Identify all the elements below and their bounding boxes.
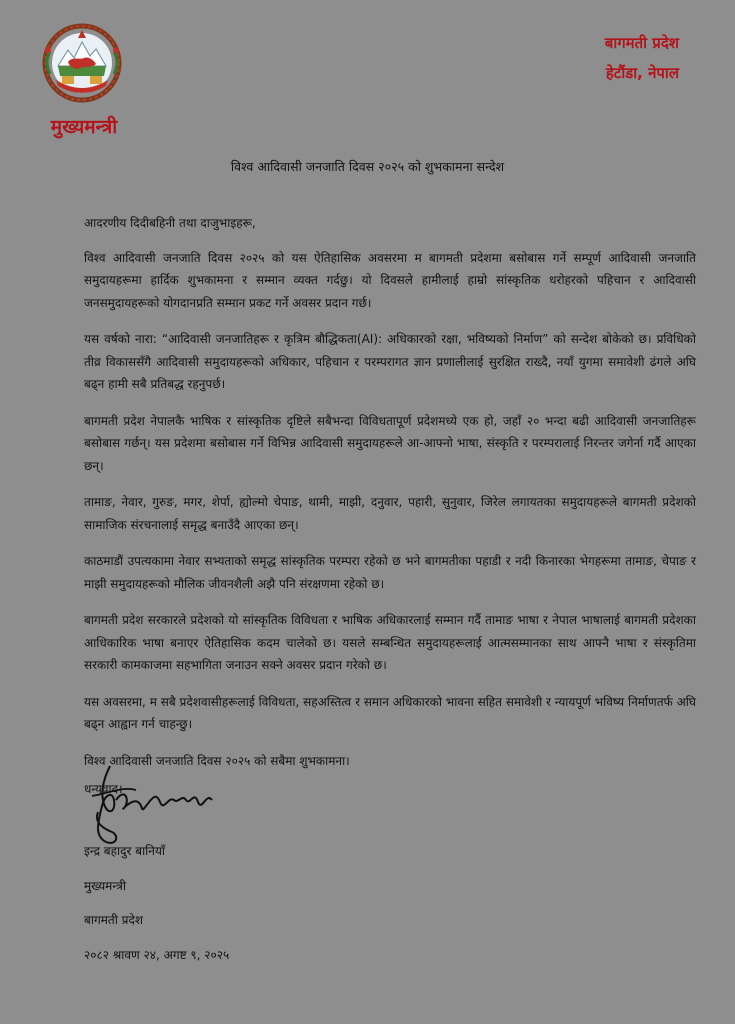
paragraph: विश्व आदिवासी जनजाति दिवस २०२५ को यस ऐतिहासिक अवसरमा म बागमती प्रदेशमा बसोबास गर्ने सम्पूर्ण आदिवासी जनजाति समुदायहरूमा हार्दिक शुभकामना र सम्मान व्यक्त गर्दछु। यो दिवसले हामीलाई हाम्रो सांस्कृतिक धरोहरको पहिचान र आदिवासी जनसमुदायहरूको योगदानप्रति सम्मान प्रकट गर्ने अवसर प्रदान गर्छ। bbox=[84, 250, 696, 310]
letter-body bbox=[84, 212, 696, 815]
letter-subject: विश्व आदिवासी जनजाति दिवस २०२५ को शुभकामना सन्देश bbox=[230, 159, 505, 174]
salutation: आदरणीय दिदीबहिनी तथा दाजुभाइहरू, bbox=[84, 216, 256, 230]
letter-date: २०८२ श्रावण २४, अगष्ट ९, २०२५ bbox=[84, 947, 230, 962]
nepal-coat-of-arms-icon bbox=[38, 22, 126, 104]
paragraph: बागमती प्रदेश सरकारले प्रदेशको यो सांस्कृतिक विविधता र भाषिक अधिकारलाई सम्मान गर्दै तामाङ भाषा र नेपाल भाषालाई बागमती प्रदेशका आधिकारिक भाषा बनाएर ऐतिहासिक कदम चालेको छ। यसले सम्बन्धित समुदायहरूलाई आत्मसम्मानका साथ आफ्नै भाषा र संस्कृतिमा सरकारी कामकाजमा सहभागिता जनाउन सक्ने अवसर प्रदान गरेको छ। bbox=[84, 613, 696, 672]
province-location: हेटौंडा, नेपाल bbox=[605, 64, 679, 82]
signatory-province: बागमती प्रदेश bbox=[84, 913, 144, 927]
province-name: बागमती प्रदेश bbox=[604, 34, 679, 52]
handwritten-signature-icon bbox=[86, 756, 236, 850]
paragraph: तामाङ, नेवार, गुरुङ, मगर, शेर्पा, ह्योल्मो चेपाङ, थामी, माझी, दनुवार, पहारी, सुनुवार, जिरेल लगायतका समुदायहरूले बागमती प्रदेशको सामाजिक संरचनालाई समृद्ध बनाउँदै आएका छन्। bbox=[84, 495, 696, 532]
signatory-block bbox=[84, 842, 229, 980]
closing-wish: विश्व आदिवासी जनजाति दिवस २०२५ को सबैमा शुभकामना। bbox=[84, 753, 350, 768]
province-block bbox=[605, 28, 679, 88]
office-title: मुख्यमन्त्री bbox=[50, 116, 118, 138]
signatory-name: इन्द्र बहादुर बानियाँ bbox=[84, 844, 166, 858]
signatory-title: मुख्यमन्त्री bbox=[84, 878, 126, 893]
paragraph: बागमती प्रदेश नेपालकै भाषिक र सांस्कृतिक दृष्टिले सबैभन्दा विविधतापूर्ण प्रदेशमध्ये एक हो, जहाँ २० भन्दा बढी आदिवासी जनजातिहरू बसोबास गर्छन्। यस प्रदेशमा बसोबास गर्ने विभिन्न आदिवासी समुदायहरूले आ-आफ्नो भाषा, संस्कृति र परम्परालाई निरन्तर जगेर्ना गर्दै आएका छन्। bbox=[84, 413, 696, 473]
thanks-line: धन्यवाद। bbox=[84, 782, 123, 796]
paragraph: यस अवसरमा, म सबै प्रदेशवासीहरूलाई विविधता, सहअस्तित्व र समान अधिकारको भावना सहित समावेशी र न्यायपूर्ण भविष्य निर्माणतर्फ अघि बढ्न आह्वान गर्न चाहन्छु। bbox=[84, 694, 696, 731]
paragraph: यस वर्षको नारा: “आदिवासी जनजातिहरू र कृत्रिम बौद्धिकता(AI): अधिकारको रक्षा, भविष्यको निर्माण” को सन्देश बोकेको छ। प्रविधिको तीव्र विकाससँगै आदिवासी समुदायहरूको अधिकार, पहिचान र परम्परागत ज्ञान प्रणालीलाई सुरक्षित राख्दै, नयाँ युगमा समावेशी ढंगले अघि बढ्न हामी सबै प्रतिबद्ध रहनुपर्छ। bbox=[84, 332, 696, 391]
paragraph: काठमाडौं उपत्यकामा नेवार सभ्यताको समृद्ध सांस्कृतिक परम्परा रहेको छ भने बागमतीका पहाडी र नदी किनारका भेगहरूमा तामाङ, चेपाङ र माझी समुदायहरूको मौलिक जीवनशैली अझै पनि संरक्षणमा रहेको छ। bbox=[84, 554, 696, 591]
